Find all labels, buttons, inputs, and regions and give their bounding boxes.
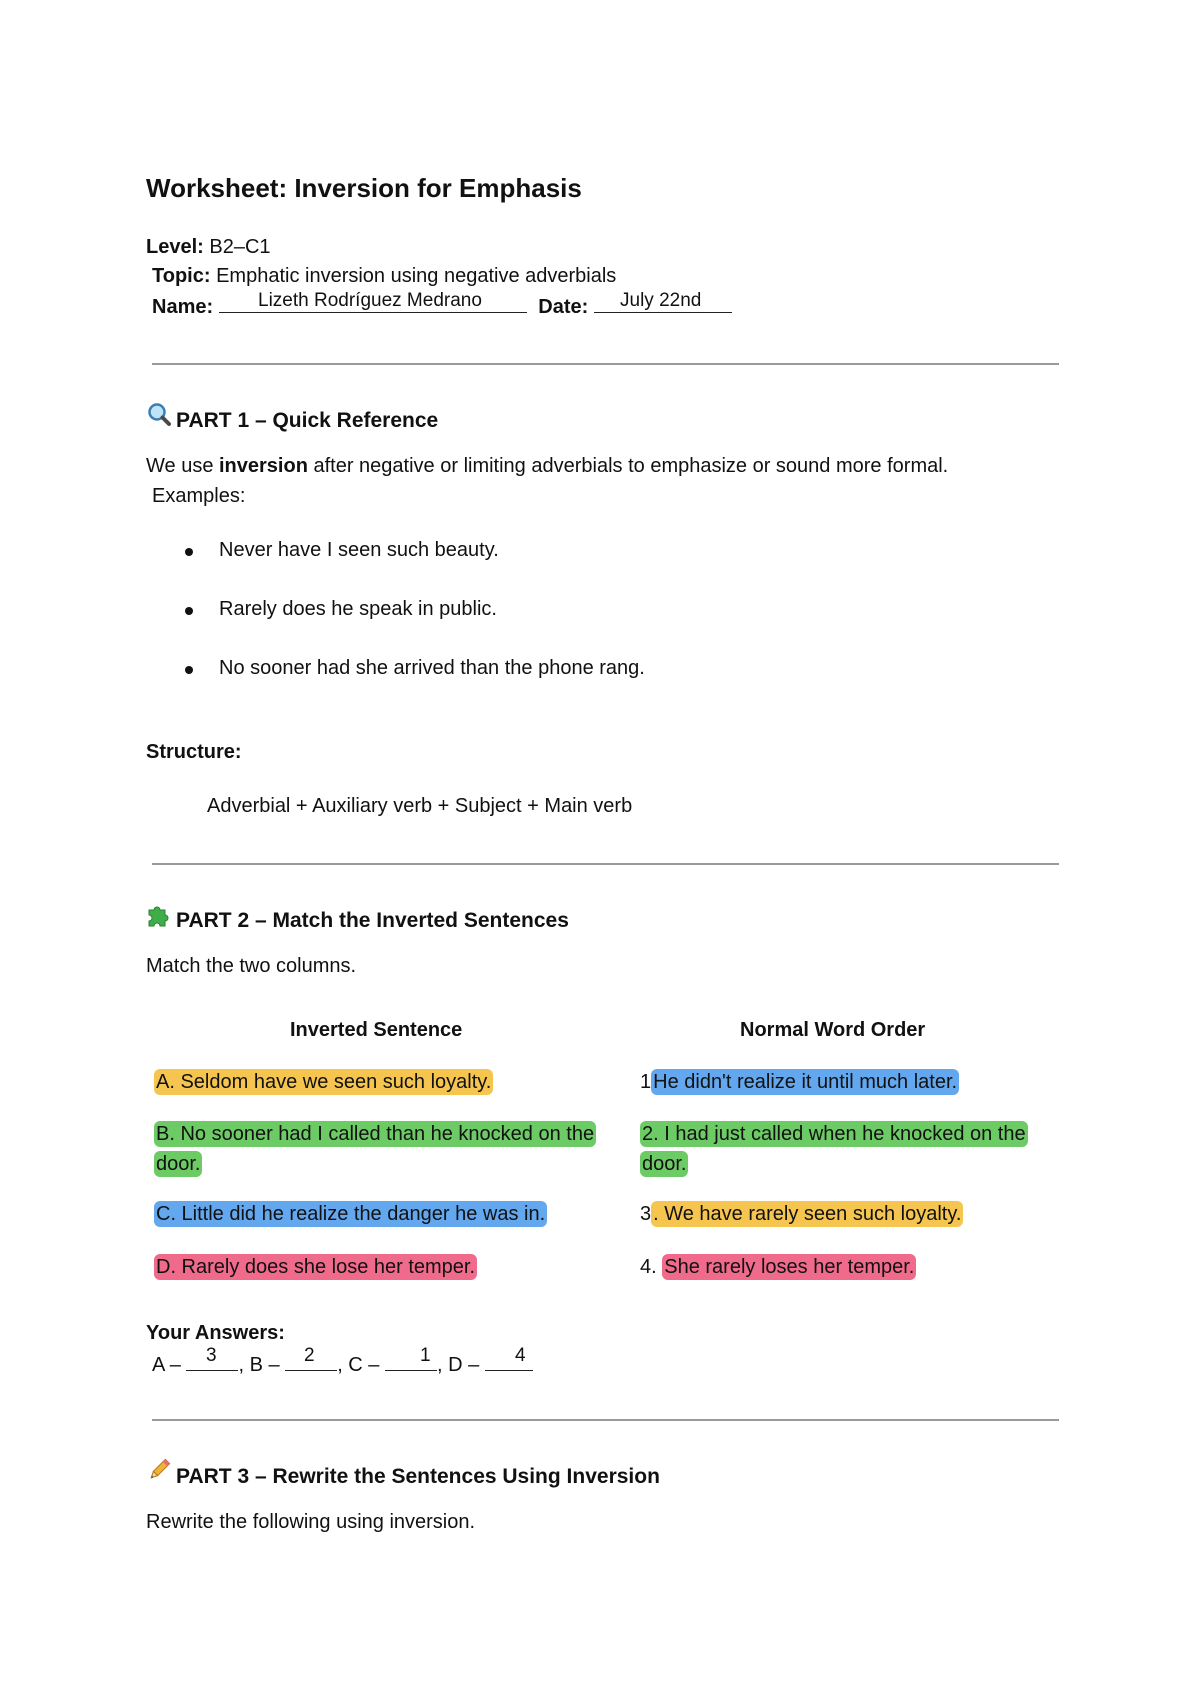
level-value: B2–C1 — [209, 236, 271, 258]
answer-c-prefix: , C – — [337, 1354, 380, 1376]
answer-d-handwritten: 4 — [515, 1345, 526, 1366]
part2-heading-text: PART 2 – Match the Inverted Sentences — [176, 909, 569, 932]
part1-heading — [146, 401, 438, 433]
divider — [152, 363, 1059, 365]
bullet-icon — [185, 607, 193, 615]
bullet-icon — [185, 666, 193, 674]
name-handwritten: Lizeth Rodríguez Medrano — [258, 290, 482, 311]
structure-label: Structure: — [146, 741, 242, 763]
answers-label: Your Answers: — [146, 1322, 285, 1344]
topic-value: Emphatic inversion using negative adverbials — [216, 265, 617, 287]
intro-bold: inversion — [219, 455, 308, 477]
example-item: No sooner had she arrived than the phone rang. — [219, 657, 645, 679]
inverted-sentence-c — [154, 1199, 614, 1229]
date-handwritten: July 22nd — [620, 290, 702, 311]
col-normal-header: Normal Word Order — [740, 1019, 926, 1041]
item-number: 3 — [640, 1203, 652, 1225]
name-label: Name: — [152, 296, 214, 318]
puzzle-piece-icon — [146, 901, 176, 933]
inverted-sentence-b — [154, 1119, 614, 1179]
part1-heading-text: PART 1 – Quick Reference — [176, 409, 439, 432]
intro-pre: We use — [146, 455, 219, 477]
inverted-sentence-a — [154, 1067, 614, 1097]
intro-post: after negative or limiting adverbials to emphasize or sound more formal. — [307, 455, 949, 477]
divider — [152, 1419, 1059, 1421]
highlight-blue: C. Little did he realize the danger he was in. — [156, 1203, 546, 1225]
part3-heading — [146, 1457, 660, 1489]
part3-heading-text: PART 3 – Rewrite the Sentences Using Inversion — [176, 1465, 660, 1488]
highlight-yellow: A. Seldom have we seen such loyalty. — [156, 1071, 492, 1093]
answer-c-handwritten: 1 — [420, 1345, 431, 1366]
example-item: Never have I seen such beauty. — [219, 539, 499, 561]
structure-formula: Adverbial + Auxiliary verb + Subject + Main verb — [207, 795, 633, 817]
highlight-yellow: . We have rarely seen such loyalty. — [653, 1203, 962, 1225]
magnifying-glass-icon — [146, 401, 176, 433]
highlight-green: I had just called when he knocked on the door. — [642, 1123, 1026, 1175]
answer-a-prefix: A – — [152, 1354, 181, 1376]
part1-intro — [146, 455, 948, 478]
part2-instruction: Match the two columns. — [146, 955, 357, 977]
date-label: Date: — [538, 296, 589, 318]
item-number: 1 — [640, 1071, 652, 1093]
normal-sentence-4 — [640, 1252, 1040, 1282]
col-inverted-header: Inverted Sentence — [290, 1019, 463, 1041]
bullet-icon — [185, 548, 193, 556]
highlight-pink: D. Rarely does she lose her temper. — [156, 1256, 476, 1278]
answer-b-prefix: , B – — [238, 1354, 280, 1376]
example-item: Rarely does he speak in public. — [219, 598, 497, 620]
pencil-icon — [146, 1457, 176, 1489]
highlight-green: B. No sooner had I called than he knocked on the door. — [156, 1123, 595, 1175]
answer-b-handwritten: 2 — [304, 1345, 315, 1366]
topic-label: Topic: — [152, 265, 211, 287]
normal-sentence-3 — [640, 1199, 1040, 1229]
answer-a-handwritten: 3 — [206, 1345, 217, 1366]
normal-sentence-1 — [640, 1067, 1040, 1097]
highlight-pink: She rarely loses her temper. — [664, 1256, 915, 1278]
normal-sentence-2 — [640, 1119, 1040, 1179]
highlight-blue: He didn't realize it until much later. — [653, 1071, 958, 1093]
inverted-sentence-d — [154, 1252, 614, 1282]
level-label: Level: — [146, 236, 204, 258]
topic-line — [152, 265, 616, 288]
item-number: 4. — [640, 1256, 657, 1278]
item-number: 2. — [642, 1123, 659, 1145]
divider — [152, 863, 1059, 865]
part3-instruction: Rewrite the following using inversion. — [146, 1511, 476, 1533]
answer-d-prefix: , D – — [437, 1354, 480, 1376]
part2-heading — [146, 901, 569, 933]
page-title: Worksheet: Inversion for Emphasis — [146, 173, 582, 203]
examples-label: Examples: — [152, 485, 246, 507]
level-line — [146, 236, 271, 259]
